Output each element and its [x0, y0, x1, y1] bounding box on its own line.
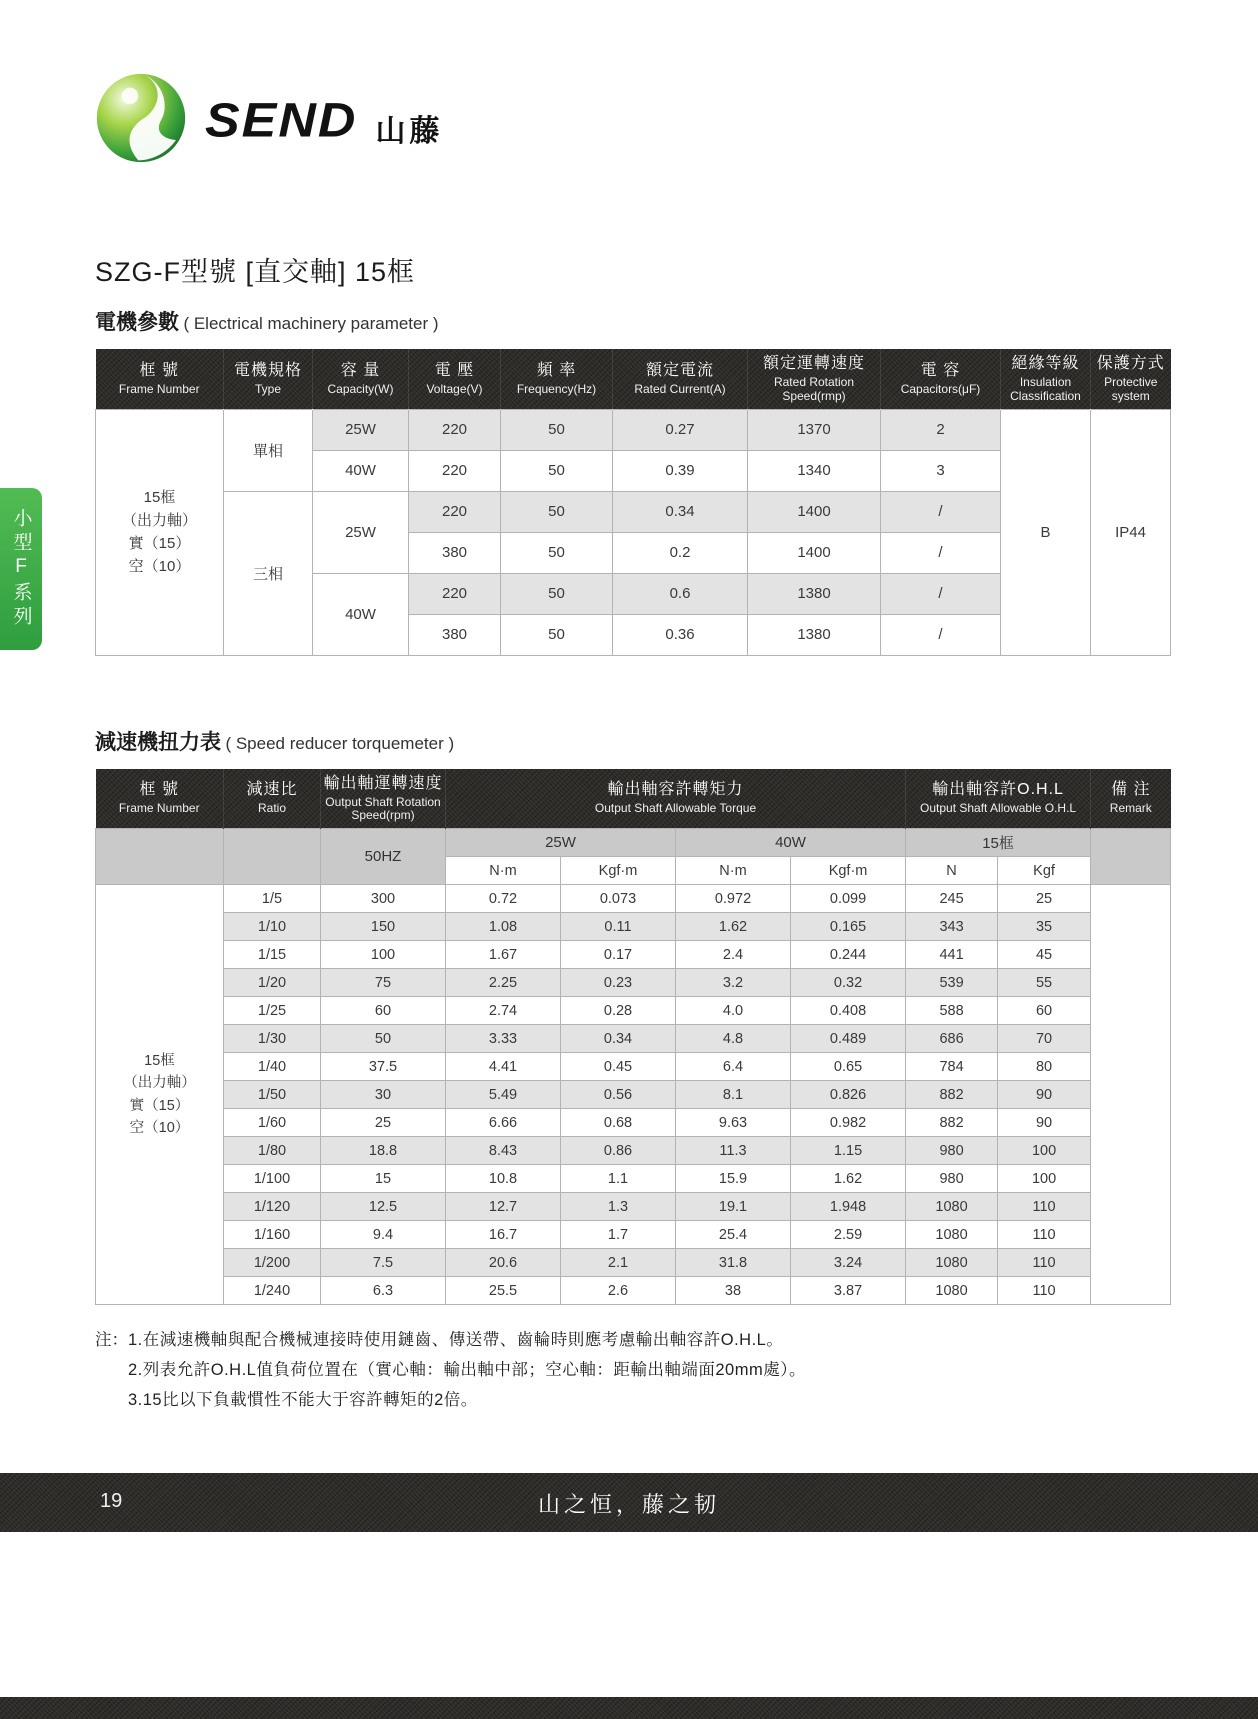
table-cell: 1/200	[224, 1249, 321, 1277]
unit-nm: N·m	[446, 857, 561, 885]
table-cell: 12.7	[446, 1193, 561, 1221]
table-cell: 1.948	[791, 1193, 906, 1221]
table-cell: 8.1	[676, 1081, 791, 1109]
table-cell: 220	[409, 491, 501, 532]
table-cell: 100	[321, 941, 446, 969]
col-header-frame: 框 號 Frame Number	[118, 361, 200, 396]
section-title-en: ( Speed reducer torquemeter )	[225, 733, 455, 753]
table-cell: IP44	[1091, 409, 1171, 655]
table-cell: 25W	[313, 409, 409, 450]
table-cell: 2	[881, 409, 1001, 450]
table-cell: 1400	[748, 532, 881, 573]
series-side-tab	[0, 488, 42, 650]
table-cell: 11.3	[676, 1137, 791, 1165]
footer-slogan: 山之恒，藤之韧	[537, 1492, 720, 1517]
table-cell: 0.826	[791, 1081, 906, 1109]
table-cell: 2.6	[561, 1277, 676, 1305]
table-cell: 50	[321, 1025, 446, 1053]
table-cell: 220	[409, 573, 501, 614]
table-cell: 1.62	[791, 1165, 906, 1193]
table-cell: 1/20	[224, 969, 321, 997]
table-cell: 1/100	[224, 1165, 321, 1193]
table-cell: 1.1	[561, 1165, 676, 1193]
col-header-ratio: 減速比 Ratio	[224, 769, 321, 829]
table-cell: 8.43	[446, 1137, 561, 1165]
section-title-cn: 減速機扭力表	[95, 730, 221, 754]
table-cell: 50	[501, 491, 613, 532]
table-row	[96, 997, 1171, 1025]
table-row	[96, 409, 1171, 450]
table-cell: 0.45	[561, 1053, 676, 1081]
table-cell: 25	[321, 1109, 446, 1137]
table-cell: /	[881, 614, 1001, 655]
table-cell: 20.6	[446, 1249, 561, 1277]
col-header-remark: 備 注 Remark	[1091, 769, 1171, 829]
subheader-25w: 25W	[446, 829, 676, 857]
table-cell: 0.86	[561, 1137, 676, 1165]
table-row	[96, 913, 1171, 941]
table-cell: 12.5	[321, 1193, 446, 1221]
col-header-frequency: 頻 率 Frequency(Hz)	[501, 349, 613, 409]
table-header-row	[96, 349, 1171, 409]
col-header-rated-speed: 額定運轉速度 Rated Rotation Speed(rmp)	[748, 349, 881, 409]
subheader-50hz: 50HZ	[321, 829, 446, 885]
table-row	[96, 1137, 1171, 1165]
table-cell: 31.8	[676, 1249, 791, 1277]
table-cell: 1080	[906, 1249, 998, 1277]
page-title: SZG-F型號 [直交軸] 15框	[95, 257, 416, 287]
table-cell: 1/120	[224, 1193, 321, 1221]
table-cell: 25.5	[446, 1277, 561, 1305]
table-cell: 9.4	[321, 1221, 446, 1249]
table-cell: 4.41	[446, 1053, 561, 1081]
table-cell: 50	[501, 573, 613, 614]
table-cell: 980	[906, 1165, 998, 1193]
subheader-frame-empty	[96, 829, 224, 885]
table-cell: /	[881, 573, 1001, 614]
table-cell: 0.27	[613, 409, 748, 450]
brand-name-cn: 山藤	[375, 114, 444, 148]
table-cell: 0.68	[561, 1109, 676, 1137]
table-cell: 7.5	[321, 1249, 446, 1277]
table-cell: 1/10	[224, 913, 321, 941]
col-header-rated-current: 額定電流 Rated Current(A)	[613, 349, 748, 409]
table-cell: 1080	[906, 1193, 998, 1221]
col-header-output-speed: 輸出軸運轉速度 Output Shaft Rotation Speed(rpm)	[321, 769, 446, 829]
motor-table-body	[96, 409, 1171, 655]
table-cell: 110	[998, 1221, 1091, 1249]
table-cell: 1400	[748, 491, 881, 532]
table-cell: 686	[906, 1025, 998, 1053]
table-cell: 6.66	[446, 1109, 561, 1137]
table-cell: 1.08	[446, 913, 561, 941]
table-cell: 1080	[906, 1221, 998, 1249]
col-header-frame: 框 號 Frame Number	[118, 781, 200, 816]
table-cell: 1/40	[224, 1053, 321, 1081]
subheader-40w: 40W	[676, 829, 906, 857]
table-cell: 4.0	[676, 997, 791, 1025]
footnote-item: 3.15比以下負載慣性不能大于容許轉矩的2倍。	[128, 1391, 478, 1410]
table-cell: 0.073	[561, 885, 676, 913]
table-cell: 882	[906, 1081, 998, 1109]
table-cell: 0.34	[561, 1025, 676, 1053]
table-cell: 6.4	[676, 1053, 791, 1081]
table-cell: 1370	[748, 409, 881, 450]
table-row	[96, 885, 1171, 913]
table-cell: 0.244	[791, 941, 906, 969]
table-cell: 75	[321, 969, 446, 997]
col-header-voltage: 電 壓 Voltage(V)	[409, 349, 501, 409]
table-cell: 0.489	[791, 1025, 906, 1053]
page-bottom-edge	[0, 1697, 1258, 1719]
table-cell: 0.39	[613, 450, 748, 491]
table-cell: 1380	[748, 573, 881, 614]
table-cell: 220	[409, 409, 501, 450]
brand-logo	[95, 72, 443, 169]
table-cell: 25	[998, 885, 1091, 913]
section-heading-torque	[95, 726, 1170, 756]
table-cell: 2.74	[446, 997, 561, 1025]
table-cell: 25W	[313, 491, 409, 573]
table-cell: 80	[998, 1053, 1091, 1081]
table-cell: 2.59	[791, 1221, 906, 1249]
table-cell: 882	[906, 1109, 998, 1137]
table-cell: 441	[906, 941, 998, 969]
col-header-protective: 保護方式 Protective system	[1091, 349, 1171, 409]
col-header-insulation: 絕緣等級 Insulation Classification	[1001, 349, 1091, 409]
table-cell: 784	[906, 1053, 998, 1081]
table-row	[96, 1249, 1171, 1277]
table-cell: 1.15	[791, 1137, 906, 1165]
table-cell: 50	[501, 450, 613, 491]
footnote-item: 1.在減速機軸與配合機械連接時使用鏈齒、傳送帶、齒輪時則應考慮輸出軸容許O.H.L。	[128, 1331, 784, 1350]
table-cell: 0.165	[791, 913, 906, 941]
table-cell: 0.65	[791, 1053, 906, 1081]
table-row	[96, 1221, 1171, 1249]
table-cell: 55	[998, 969, 1091, 997]
table-cell: 40W	[313, 450, 409, 491]
table-row	[96, 969, 1171, 997]
unit-kgfm: Kgf·m	[791, 857, 906, 885]
table-cell: 0.56	[561, 1081, 676, 1109]
table-cell: 2.25	[446, 969, 561, 997]
table-cell: 三相	[224, 491, 313, 655]
table-cell: 1/5	[224, 885, 321, 913]
table-cell: 50	[501, 532, 613, 573]
table-row	[96, 1193, 1171, 1221]
table-cell: 1080	[906, 1277, 998, 1305]
table-cell: 0.72	[446, 885, 561, 913]
table-cell: 70	[998, 1025, 1091, 1053]
footnote-item: 2.列表允許O.H.L值負荷位置在（實心軸：輸出軸中部；空心軸：距輸出軸端面20mm處）。	[128, 1361, 806, 1380]
table-cell: 1/160	[224, 1221, 321, 1249]
table-cell: 1.7	[561, 1221, 676, 1249]
table-cell: 50	[501, 614, 613, 655]
table-cell: 40W	[313, 573, 409, 655]
table-cell: 60	[998, 997, 1091, 1025]
table-cell: 60	[321, 997, 446, 1025]
table-cell: 3.2	[676, 969, 791, 997]
table-cell: 0.34	[613, 491, 748, 532]
table-cell: 15框 （出力軸） 實（15） 空（10）	[96, 885, 224, 1305]
table-cell: 1/15	[224, 941, 321, 969]
col-header-capacity: 容 量 Capacity(W)	[313, 349, 409, 409]
table-cell: 0.36	[613, 614, 748, 655]
table-cell: 2.4	[676, 941, 791, 969]
section-heading-electrical	[95, 306, 1170, 336]
table-cell: 1.67	[446, 941, 561, 969]
table-cell: 100	[998, 1165, 1091, 1193]
table-row	[96, 1277, 1171, 1305]
subheader-remark-empty	[1091, 829, 1171, 885]
table-cell: 5.49	[446, 1081, 561, 1109]
table-cell: 1380	[748, 614, 881, 655]
table-cell: 0.11	[561, 913, 676, 941]
table-cell: 0.23	[561, 969, 676, 997]
torque-table-subheaders	[96, 829, 1171, 885]
table-cell	[1091, 885, 1171, 1305]
table-cell: 150	[321, 913, 446, 941]
col-header-capacitors: 電 容 Capacitors(μF)	[881, 349, 1001, 409]
table-cell: 110	[998, 1249, 1091, 1277]
table-cell: 38	[676, 1277, 791, 1305]
unit-nm: N·m	[676, 857, 791, 885]
table-cell: 1/30	[224, 1025, 321, 1053]
table-cell: 3.33	[446, 1025, 561, 1053]
table-cell: 980	[906, 1137, 998, 1165]
section-title-en: ( Electrical machinery parameter )	[183, 314, 439, 333]
table-cell: 3.87	[791, 1277, 906, 1305]
subheader-15frame: 15框	[906, 829, 1091, 857]
table-cell: 110	[998, 1277, 1091, 1305]
table-cell: 90	[998, 1109, 1091, 1137]
table-cell: 1/240	[224, 1277, 321, 1305]
table-cell: 0.099	[791, 885, 906, 913]
table-cell: 6.3	[321, 1277, 446, 1305]
footnotes	[95, 1325, 1170, 1415]
col-header-allowable-torque: 輸出軸容許轉矩力 Output Shaft Allowable Torque	[446, 769, 906, 829]
table-row	[96, 1109, 1171, 1137]
table-cell: 1/60	[224, 1109, 321, 1137]
subheader-row	[96, 829, 1171, 857]
table-cell: 110	[998, 1193, 1091, 1221]
table-cell: 0.982	[791, 1109, 906, 1137]
table-cell: 35	[998, 913, 1091, 941]
table-cell: 19.1	[676, 1193, 791, 1221]
table-cell: 245	[906, 885, 998, 913]
table-cell: 25.4	[676, 1221, 791, 1249]
page-content	[95, 250, 1170, 1415]
torque-table	[95, 769, 1171, 1306]
table-cell: 50	[501, 409, 613, 450]
logo-globe-icon	[95, 72, 187, 169]
table-header-row	[96, 769, 1171, 829]
table-cell: 1/25	[224, 997, 321, 1025]
series-side-tab-label: 小型F系列	[10, 508, 32, 630]
table-cell: 0.6	[613, 573, 748, 614]
table-cell: 1.3	[561, 1193, 676, 1221]
table-cell: 3	[881, 450, 1001, 491]
table-cell: 380	[409, 532, 501, 573]
table-cell: /	[881, 532, 1001, 573]
table-cell: 30	[321, 1081, 446, 1109]
table-cell: 0.17	[561, 941, 676, 969]
table-cell: 45	[998, 941, 1091, 969]
table-cell: 單相	[224, 409, 313, 491]
table-cell: 0.2	[613, 532, 748, 573]
table-row	[96, 1025, 1171, 1053]
footnote-prefix: 注：	[95, 1331, 128, 1350]
table-cell: 9.63	[676, 1109, 791, 1137]
table-cell: 3.24	[791, 1249, 906, 1277]
electrical-parameter-table	[95, 349, 1171, 656]
table-row	[96, 1165, 1171, 1193]
table-cell: 1.62	[676, 913, 791, 941]
col-header-allowable-ohl: 輸出軸容許O.H.L Output Shaft Allowable O.H.L	[906, 769, 1091, 829]
table-cell: 37.5	[321, 1053, 446, 1081]
unit-n: N	[906, 857, 998, 885]
table-cell: 539	[906, 969, 998, 997]
table-cell: 588	[906, 997, 998, 1025]
table-cell: 1340	[748, 450, 881, 491]
table-cell: 0.972	[676, 885, 791, 913]
table-cell: /	[881, 491, 1001, 532]
table-cell: 10.8	[446, 1165, 561, 1193]
table-cell: 15	[321, 1165, 446, 1193]
table-cell: 0.32	[791, 969, 906, 997]
col-header-type: 電機規格 Type	[224, 349, 313, 409]
table-cell: 16.7	[446, 1221, 561, 1249]
brand-name: SEND	[205, 93, 358, 148]
table-cell: 2.1	[561, 1249, 676, 1277]
table-cell: 1/80	[224, 1137, 321, 1165]
table-cell: 15框 （出力軸） 實（15） 空（10）	[96, 409, 224, 655]
table-cell: 100	[998, 1137, 1091, 1165]
table-cell: 380	[409, 614, 501, 655]
table-cell: 1/50	[224, 1081, 321, 1109]
table-cell: 0.28	[561, 997, 676, 1025]
section-title-cn: 電機參數	[95, 311, 179, 334]
table-cell: 4.8	[676, 1025, 791, 1053]
table-cell: 0.408	[791, 997, 906, 1025]
table-cell: 300	[321, 885, 446, 913]
unit-kgf: Kgf	[998, 857, 1091, 885]
unit-kgfm: Kgf·m	[561, 857, 676, 885]
table-cell: 220	[409, 450, 501, 491]
torque-table-body	[96, 885, 1171, 1305]
table-cell: B	[1001, 409, 1091, 655]
table-row	[96, 1081, 1171, 1109]
table-row	[96, 941, 1171, 969]
table-cell: 343	[906, 913, 998, 941]
page-number: 19	[100, 1490, 123, 1512]
table-row	[96, 1053, 1171, 1081]
table-cell: 15.9	[676, 1165, 791, 1193]
table-cell: 90	[998, 1081, 1091, 1109]
table-cell: 18.8	[321, 1137, 446, 1165]
page-footer	[0, 1473, 1258, 1532]
subheader-ratio-empty	[224, 829, 321, 885]
